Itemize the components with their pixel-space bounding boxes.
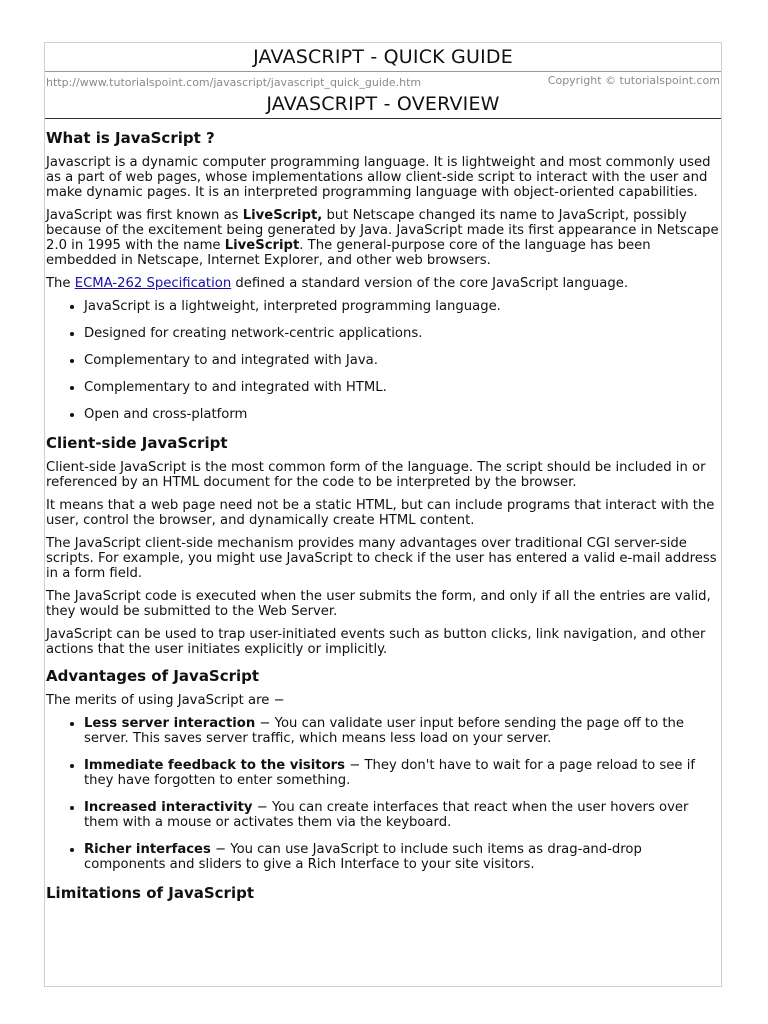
content bbox=[45, 129, 721, 902]
paragraph: JavaScript can be used to trap user-initiated events such as button clicks, link navigation, and other actions that the user initiates explicitly or implicitly. bbox=[46, 627, 706, 657]
paragraph: JavaScript was first known as LiveScript, but Netscape changed its name to JavaScript, possibly because of the excitement being generated by Java. JavaScript made its first appearance in Netscape 2.0 in 1995 with the name LiveScript. The general-purpose core of the language has been embedded in Netscape, Internet Explorer, and other web browsers. bbox=[46, 208, 719, 268]
paragraph: It means that a web page need not be a static HTML, but can include programs that interact with the user, control the browser, and dynamically create HTML content. bbox=[46, 498, 715, 528]
heading-advantages: Advantages of JavaScript bbox=[46, 667, 260, 685]
paragraph: The JavaScript code is executed when the user submits the form, and only if all the entries are valid, they would be submitted to the Web Server. bbox=[46, 589, 711, 619]
source-url[interactable]: http://www.tutorialspoint.com/javascript/javascript_quick_guide.htm bbox=[46, 76, 422, 89]
list-item: • Complementary to and integrated with Java. bbox=[84, 353, 720, 368]
list-item: • Open and cross-platform bbox=[84, 407, 720, 422]
heading-what-is-javascript: What is JavaScript ? bbox=[46, 129, 215, 147]
list-item: • Richer interfaces − You can use JavaScript to include such items as drag-and-drop components and sliders to give a Rich Interface to your site visitors. bbox=[84, 842, 720, 872]
list-item: • Designed for creating network-centric applications. bbox=[84, 326, 720, 341]
advantages-list bbox=[46, 716, 720, 872]
copyright-notice: Copyright © tutorialspoint.com bbox=[547, 74, 720, 87]
paragraph: The merits of using JavaScript are − bbox=[46, 693, 285, 708]
section-title-overview: JAVASCRIPT - OVERVIEW bbox=[45, 90, 721, 119]
heading-limitations: Limitations of JavaScript bbox=[46, 884, 255, 902]
ecma-spec-link[interactable]: ECMA-262 Specification bbox=[74, 276, 232, 291]
list-item: • Less server interaction − You can validate user input before sending the page off to the server. This saves server traffic, which means less load on your server. bbox=[84, 716, 720, 746]
meta-row bbox=[45, 71, 721, 90]
paragraph: The JavaScript client-side mechanism provides many advantages over traditional CGI server-side scripts. For example, you might use JavaScript to check if the user has entered a valid e-mail address in a form field. bbox=[46, 536, 717, 581]
list-item: • Immediate feedback to the visitors − They don't have to wait for a page reload to see if they have forgotten to enter something. bbox=[84, 758, 720, 788]
feature-list bbox=[46, 299, 720, 422]
paragraph: The ECMA-262 Specification defined a standard version of the core JavaScript language. bbox=[46, 276, 629, 291]
list-item: • Complementary to and integrated with HTML. bbox=[84, 380, 720, 395]
document-page bbox=[44, 42, 722, 987]
paragraph: Javascript is a dynamic computer programming language. It is lightweight and most commonly used as a part of web pages, whose implementations allow client-side script to interact with the user and make dynamic pages. It is an interpreted programming language with object-oriented capabilities. bbox=[46, 155, 711, 200]
paragraph: Client-side JavaScript is the most common form of the language. The script should be included in or referenced by an HTML document for the code to be interpreted by the browser. bbox=[46, 460, 706, 490]
list-item: • Increased interactivity − You can create interfaces that react when the user hovers over them with a mouse or activates them via the keyboard. bbox=[84, 800, 720, 830]
document-title: JAVASCRIPT - QUICK GUIDE bbox=[253, 46, 513, 68]
heading-client-side: Client-side JavaScript bbox=[46, 434, 228, 452]
list-item: • JavaScript is a lightweight, interpreted programming language. bbox=[84, 299, 720, 314]
